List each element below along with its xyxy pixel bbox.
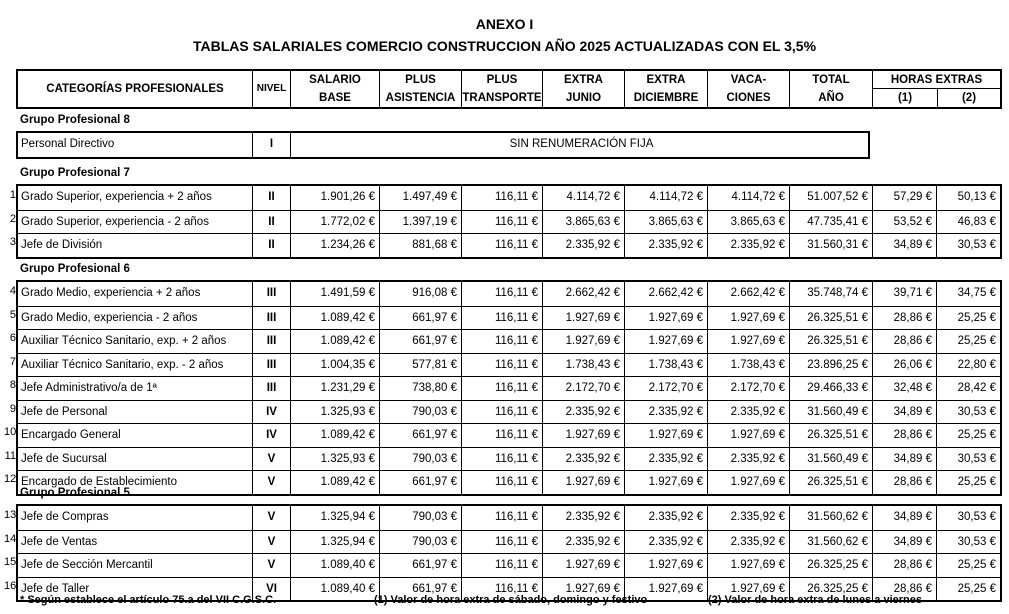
extra-diciembre-cell: 1.927,69 € bbox=[624, 424, 707, 448]
extra-diciembre-cell: 2.335,92 € bbox=[624, 448, 707, 472]
salario-base-cell: 1.089,42 € bbox=[290, 424, 379, 448]
header-extra-junio: EXTRA JUNIO bbox=[542, 71, 624, 107]
horas-extras-1-cell: 28,86 € bbox=[872, 554, 936, 578]
header-nivel: NIVEL bbox=[252, 71, 290, 107]
level-cell: V bbox=[252, 554, 290, 578]
header-plus-asistencia: PLUS ASISTENCIA bbox=[379, 71, 461, 107]
table-row bbox=[18, 553, 1000, 578]
table-row bbox=[18, 282, 1000, 306]
horas-extras-2-cell: 50,13 € bbox=[936, 186, 1000, 210]
extra-diciembre-cell: 1.927,69 € bbox=[624, 578, 707, 602]
category-cell: Encargado de Establecimiento bbox=[21, 476, 177, 488]
plus-transporte-cell: 116,11 € bbox=[461, 424, 542, 448]
plus-asistencia-cell: 790,03 € bbox=[379, 401, 461, 425]
horas-extras-1-cell: 28,86 € bbox=[872, 307, 936, 331]
group-title: Grupo Profesional 5 bbox=[20, 487, 130, 499]
horas-extras-2-cell: 30,53 € bbox=[936, 506, 1000, 530]
plus-transporte-cell: 116,11 € bbox=[461, 554, 542, 578]
table-row bbox=[18, 530, 1000, 555]
plus-asistencia-cell: 790,03 € bbox=[379, 506, 461, 530]
horas-extras-2-cell: 28,42 € bbox=[936, 377, 1000, 401]
vacaciones-cell: 2.335,92 € bbox=[707, 401, 789, 425]
plus-asistencia-cell: 790,03 € bbox=[379, 531, 461, 555]
category-cell: Jefe de Ventas bbox=[21, 535, 98, 548]
horas-extras-1-cell: 39,71 € bbox=[872, 282, 936, 306]
category-cell: Encargado General bbox=[21, 429, 121, 441]
table-header bbox=[16, 69, 1002, 109]
salario-base-cell: 1.325,93 € bbox=[290, 448, 379, 472]
category-cell: Auxiliar Técnico Sanitario, exp. - 2 años bbox=[21, 358, 224, 371]
total-ano-cell: 31.560,31 € bbox=[789, 234, 872, 258]
plus-transporte-cell: 116,11 € bbox=[461, 186, 542, 210]
extra-diciembre-cell: 1.927,69 € bbox=[624, 307, 707, 331]
header-total-ano: TOTAL AÑO bbox=[789, 71, 872, 107]
header-extra-diciembre: EXTRA DICIEMBRE bbox=[624, 71, 707, 107]
extra-junio-cell: 1.927,69 € bbox=[542, 471, 624, 495]
horas-extras-2-cell: 22,80 € bbox=[936, 354, 1000, 378]
category-cell: Jefe de Sucursal bbox=[21, 452, 107, 465]
table-row bbox=[18, 376, 1000, 401]
plus-transporte-cell: 116,11 € bbox=[461, 307, 542, 331]
extra-junio-cell: 2.662,42 € bbox=[542, 282, 624, 306]
footnote-1: (1) Valor de hora extra de sábado, domingo y festivo bbox=[374, 594, 648, 606]
plus-asistencia-cell: 661,97 € bbox=[379, 554, 461, 578]
extra-junio-cell: 2.335,92 € bbox=[542, 531, 624, 555]
vacaciones-cell: 1.927,69 € bbox=[707, 471, 789, 495]
vacaciones-cell: 4.114,72 € bbox=[707, 186, 789, 210]
row-number: 4 bbox=[9, 285, 16, 297]
horas-extras-1-cell: 26,06 € bbox=[872, 354, 936, 378]
extra-diciembre-cell: 1.738,43 € bbox=[624, 354, 707, 378]
level-cell: V bbox=[252, 531, 290, 555]
level-cell: V bbox=[252, 506, 290, 530]
extra-diciembre-cell: 2.172,70 € bbox=[624, 377, 707, 401]
table-row bbox=[18, 133, 868, 157]
row-number: 3 bbox=[9, 236, 16, 248]
row-number: 1 bbox=[9, 189, 16, 201]
category-cell: Jefe de Personal bbox=[21, 405, 108, 418]
salario-base-cell: 1.231,29 € bbox=[290, 377, 379, 401]
plus-transporte-cell: 116,11 € bbox=[461, 531, 542, 555]
extra-diciembre-cell: 4.114,72 € bbox=[624, 186, 707, 210]
vacaciones-cell: 3.865,63 € bbox=[707, 211, 789, 235]
horas-extras-2-cell: 30,53 € bbox=[936, 531, 1000, 555]
footnote-article: * Según establece el artículo 75.a del VII C.G.S.C. bbox=[20, 594, 277, 606]
row-number: 13 bbox=[4, 509, 17, 521]
total-ano-cell: 26.325,51 € bbox=[789, 424, 872, 448]
header-plus-transporte: PLUS TRANSPORTE bbox=[461, 71, 542, 107]
vacaciones-cell: 1.927,69 € bbox=[707, 307, 789, 331]
row-number: 5 bbox=[9, 308, 16, 321]
table-title: TABLAS SALARIALES COMERCIO CONSTRUCCION AÑO 2025 ACTUALIZADAS CON EL 3,5% bbox=[192, 38, 817, 54]
vacaciones-cell: 2.335,92 € bbox=[707, 531, 789, 555]
horas-extras-2-cell: 25,25 € bbox=[936, 307, 1000, 331]
horas-extras-2-cell: 25,25 € bbox=[936, 554, 1000, 578]
vacaciones-cell: 1.927,69 € bbox=[707, 554, 789, 578]
plus-transporte-cell: 116,11 € bbox=[461, 471, 542, 495]
horas-extras-1-cell: 28,86 € bbox=[872, 330, 936, 354]
extra-diciembre-cell: 2.335,92 € bbox=[624, 506, 707, 530]
plus-transporte-cell: 116,11 € bbox=[461, 506, 542, 530]
salario-base-cell: 1.491,59 € bbox=[290, 282, 379, 306]
level-cell: II bbox=[252, 186, 290, 210]
header-vacaciones: VACA- CIONES bbox=[707, 71, 789, 107]
plus-asistencia-cell: 916,08 € bbox=[379, 282, 461, 306]
extra-junio-cell: 1.738,43 € bbox=[542, 354, 624, 378]
vacaciones-cell: 1.927,69 € bbox=[707, 330, 789, 354]
horas-extras-1-cell: 34,89 € bbox=[872, 448, 936, 472]
horas-extras-1-cell: 32,48 € bbox=[872, 377, 936, 401]
level-cell: III bbox=[252, 282, 290, 306]
total-ano-cell: 31.560,62 € bbox=[789, 531, 872, 555]
group-title: Grupo Profesional 8 bbox=[20, 114, 130, 126]
total-ano-cell: 26.325,51 € bbox=[789, 471, 872, 495]
horas-extras-1-cell: 34,89 € bbox=[872, 531, 936, 555]
level-cell: V bbox=[252, 471, 290, 495]
salario-base-cell: 1.089,42 € bbox=[290, 307, 379, 331]
category-cell: Jefe de División bbox=[21, 239, 103, 251]
level-cell: III bbox=[252, 330, 290, 354]
row-number: 8 bbox=[9, 379, 16, 391]
extra-junio-cell: 2.335,92 € bbox=[542, 234, 624, 258]
salario-base-cell: 1.772,02 € bbox=[290, 211, 379, 235]
horas-extras-1-cell: 28,86 € bbox=[872, 471, 936, 495]
extra-diciembre-cell: 1.927,69 € bbox=[624, 471, 707, 495]
row-number: 12 bbox=[4, 473, 17, 485]
extra-junio-cell: 2.335,92 € bbox=[542, 401, 624, 425]
total-ano-cell: 31.560,49 € bbox=[789, 448, 872, 472]
horas-extras-1-cell: 57,29 € bbox=[872, 186, 936, 210]
header-horas-extras: HORAS EXTRAS (1) (2) bbox=[872, 71, 1000, 107]
horas-extras-2-cell: 30,53 € bbox=[936, 401, 1000, 425]
plus-transporte-cell: 116,11 € bbox=[461, 401, 542, 425]
annex-title: ANEXO I bbox=[475, 16, 534, 32]
row-number: 10 bbox=[4, 426, 17, 438]
vacaciones-cell: 2.335,92 € bbox=[707, 234, 789, 258]
horas-extras-1-cell: 34,89 € bbox=[872, 234, 936, 258]
table-row bbox=[18, 423, 1000, 448]
level-cell: V bbox=[252, 448, 290, 472]
table-row bbox=[18, 400, 1000, 425]
plus-asistencia-cell: 661,97 € bbox=[379, 330, 461, 354]
total-ano-cell: 31.560,49 € bbox=[789, 401, 872, 425]
salario-base-cell: 1.901,26 € bbox=[290, 186, 379, 210]
category-cell: Jefe de Sección Mercantil bbox=[21, 559, 153, 571]
plus-asistencia-cell: 790,03 € bbox=[379, 448, 461, 472]
horas-extras-1-cell: 53,52 € bbox=[872, 211, 936, 235]
horas-extras-2-cell: 30,53 € bbox=[936, 234, 1000, 258]
row-number: 11 bbox=[4, 449, 16, 462]
salario-base-cell: 1.089,42 € bbox=[290, 330, 379, 354]
row-number: 6 bbox=[9, 332, 16, 344]
table-row bbox=[18, 186, 1000, 210]
extra-diciembre-cell: 1.927,69 € bbox=[624, 330, 707, 354]
extra-junio-cell: 1.927,69 € bbox=[542, 330, 624, 354]
header-categoria: CATEGORÍAS PROFESIONALES bbox=[46, 83, 224, 95]
category-cell: Grado Superior, experiencia + 2 años bbox=[21, 191, 212, 203]
total-ano-cell: 26.325,25 € bbox=[789, 578, 872, 602]
vacaciones-cell: 2.662,42 € bbox=[707, 282, 789, 306]
category-cell: Jefe Administrativo/a de 1ª bbox=[21, 382, 157, 394]
category-cell: Jefe de Taller bbox=[21, 582, 90, 595]
level-cell: IV bbox=[252, 401, 290, 425]
salario-base-cell: 1.325,94 € bbox=[290, 531, 379, 555]
category-cell: Grado Superior, experiencia - 2 años bbox=[21, 215, 209, 228]
group-title: Grupo Profesional 7 bbox=[20, 167, 130, 179]
level-cell: I bbox=[252, 133, 290, 157]
vacaciones-cell: 1.927,69 € bbox=[707, 578, 789, 602]
extra-junio-cell: 2.335,92 € bbox=[542, 448, 624, 472]
horas-extras-2-cell: 25,25 € bbox=[936, 578, 1000, 602]
total-ano-cell: 47.735,41 € bbox=[789, 211, 872, 235]
plus-transporte-cell: 116,11 € bbox=[461, 330, 542, 354]
extra-junio-cell: 1.927,69 € bbox=[542, 578, 624, 602]
salario-base-cell: 1.325,93 € bbox=[290, 401, 379, 425]
table-row bbox=[18, 210, 1000, 235]
category-cell: Grado Medio, experiencia - 2 años bbox=[21, 311, 198, 324]
horas-extras-2-cell: 25,25 € bbox=[936, 330, 1000, 354]
plus-asistencia-cell: 1.497,49 € bbox=[379, 186, 461, 210]
group-block bbox=[16, 131, 870, 159]
no-fixed-pay-note: SIN RENUMERACIÓN FIJA bbox=[290, 133, 872, 157]
horas-extras-1-cell: 34,89 € bbox=[872, 506, 936, 530]
table-row bbox=[18, 447, 1000, 472]
plus-transporte-cell: 116,11 € bbox=[461, 377, 542, 401]
plus-asistencia-cell: 1.397,19 € bbox=[379, 211, 461, 235]
plus-asistencia-cell: 661,97 € bbox=[379, 424, 461, 448]
plus-transporte-cell: 116,11 € bbox=[461, 354, 542, 378]
plus-asistencia-cell: 661,97 € bbox=[379, 578, 461, 602]
extra-junio-cell: 3.865,63 € bbox=[542, 211, 624, 235]
extra-diciembre-cell: 2.335,92 € bbox=[624, 234, 707, 258]
vacaciones-cell: 1.927,69 € bbox=[707, 424, 789, 448]
extra-junio-cell: 2.335,92 € bbox=[542, 506, 624, 530]
extra-diciembre-cell: 2.335,92 € bbox=[624, 401, 707, 425]
total-ano-cell: 29.466,33 € bbox=[789, 377, 872, 401]
row-number: 16 bbox=[4, 579, 17, 592]
extra-junio-cell: 1.927,69 € bbox=[542, 424, 624, 448]
table-row bbox=[18, 353, 1000, 378]
category-cell: Personal Directivo bbox=[21, 138, 115, 150]
total-ano-cell: 26.325,25 € bbox=[789, 554, 872, 578]
plus-asistencia-cell: 577,81 € bbox=[379, 354, 461, 378]
plus-transporte-cell: 116,11 € bbox=[461, 448, 542, 472]
table-row bbox=[18, 470, 1000, 495]
total-ano-cell: 51.007,52 € bbox=[789, 186, 872, 210]
level-cell: II bbox=[252, 234, 290, 258]
plus-asistencia-cell: 661,97 € bbox=[379, 471, 461, 495]
group-block bbox=[16, 504, 1002, 602]
table-row bbox=[18, 329, 1000, 354]
extra-junio-cell: 1.927,69 € bbox=[542, 307, 624, 331]
total-ano-cell: 26.325,51 € bbox=[789, 307, 872, 331]
horas-extras-1-cell: 28,86 € bbox=[872, 424, 936, 448]
horas-extras-2-cell: 30,53 € bbox=[936, 448, 1000, 472]
salario-base-cell: 1.325,94 € bbox=[290, 506, 379, 530]
group-title: Grupo Profesional 6 bbox=[20, 263, 130, 275]
table-row bbox=[18, 306, 1000, 331]
level-cell: II bbox=[252, 211, 290, 235]
header-salario-base: SALARIO BASE bbox=[290, 71, 379, 107]
horas-extras-2-cell: 25,25 € bbox=[936, 471, 1000, 495]
group-block bbox=[16, 280, 1002, 496]
salario-base-cell: 1.089,40 € bbox=[290, 578, 379, 602]
plus-transporte-cell: 116,11 € bbox=[461, 282, 542, 306]
row-number: 15 bbox=[4, 556, 17, 568]
extra-junio-cell: 4.114,72 € bbox=[542, 186, 624, 210]
level-cell: IV bbox=[252, 424, 290, 448]
horas-extras-2-cell: 34,75 € bbox=[936, 282, 1000, 306]
salario-base-cell: 1.004,35 € bbox=[290, 354, 379, 378]
extra-diciembre-cell: 3.865,63 € bbox=[624, 211, 707, 235]
extra-diciembre-cell: 2.335,92 € bbox=[624, 531, 707, 555]
category-cell: Auxiliar Técnico Sanitario, exp. + 2 años bbox=[21, 335, 227, 347]
vacaciones-cell: 2.172,70 € bbox=[707, 377, 789, 401]
vacaciones-cell: 1.738,43 € bbox=[707, 354, 789, 378]
total-ano-cell: 23.896,25 € bbox=[789, 354, 872, 378]
level-cell: III bbox=[252, 377, 290, 401]
level-cell: III bbox=[252, 354, 290, 378]
total-ano-cell: 35.748,74 € bbox=[789, 282, 872, 306]
salario-base-cell: 1.089,40 € bbox=[290, 554, 379, 578]
plus-transporte-cell: 116,11 € bbox=[461, 578, 542, 602]
plus-asistencia-cell: 881,68 € bbox=[379, 234, 461, 258]
plus-asistencia-cell: 738,80 € bbox=[379, 377, 461, 401]
total-ano-cell: 26.325,51 € bbox=[789, 330, 872, 354]
level-cell: VI bbox=[252, 578, 290, 602]
category-cell: Jefe de Compras bbox=[21, 511, 109, 523]
row-number: 7 bbox=[9, 355, 16, 368]
horas-extras-2-cell: 46,83 € bbox=[936, 211, 1000, 235]
row-number: 2 bbox=[9, 212, 16, 225]
extra-junio-cell: 1.927,69 € bbox=[542, 554, 624, 578]
footnote-2: (2) Valor de hora extra de lunes a viernes bbox=[708, 594, 922, 606]
plus-transporte-cell: 116,11 € bbox=[461, 211, 542, 235]
horas-extras-2-cell: 25,25 € bbox=[936, 424, 1000, 448]
horas-extras-1-cell: 28,86 € bbox=[872, 578, 936, 602]
total-ano-cell: 31.560,62 € bbox=[789, 506, 872, 530]
extra-diciembre-cell: 2.662,42 € bbox=[624, 282, 707, 306]
plus-transporte-cell: 116,11 € bbox=[461, 234, 542, 258]
group-block bbox=[16, 184, 1002, 259]
horas-extras-1-cell: 34,89 € bbox=[872, 401, 936, 425]
vacaciones-cell: 2.335,92 € bbox=[707, 506, 789, 530]
row-number: 9 bbox=[9, 402, 16, 415]
table-row bbox=[18, 506, 1000, 530]
plus-asistencia-cell: 661,97 € bbox=[379, 307, 461, 331]
category-cell: Grado Medio, experiencia + 2 años bbox=[21, 287, 201, 299]
extra-junio-cell: 2.172,70 € bbox=[542, 377, 624, 401]
row-number: 14 bbox=[4, 532, 17, 545]
vacaciones-cell: 2.335,92 € bbox=[707, 448, 789, 472]
salario-base-cell: 1.234,26 € bbox=[290, 234, 379, 258]
salario-base-cell: 1.089,42 € bbox=[290, 471, 379, 495]
level-cell: III bbox=[252, 307, 290, 331]
table-row bbox=[18, 233, 1000, 258]
extra-diciembre-cell: 1.927,69 € bbox=[624, 554, 707, 578]
